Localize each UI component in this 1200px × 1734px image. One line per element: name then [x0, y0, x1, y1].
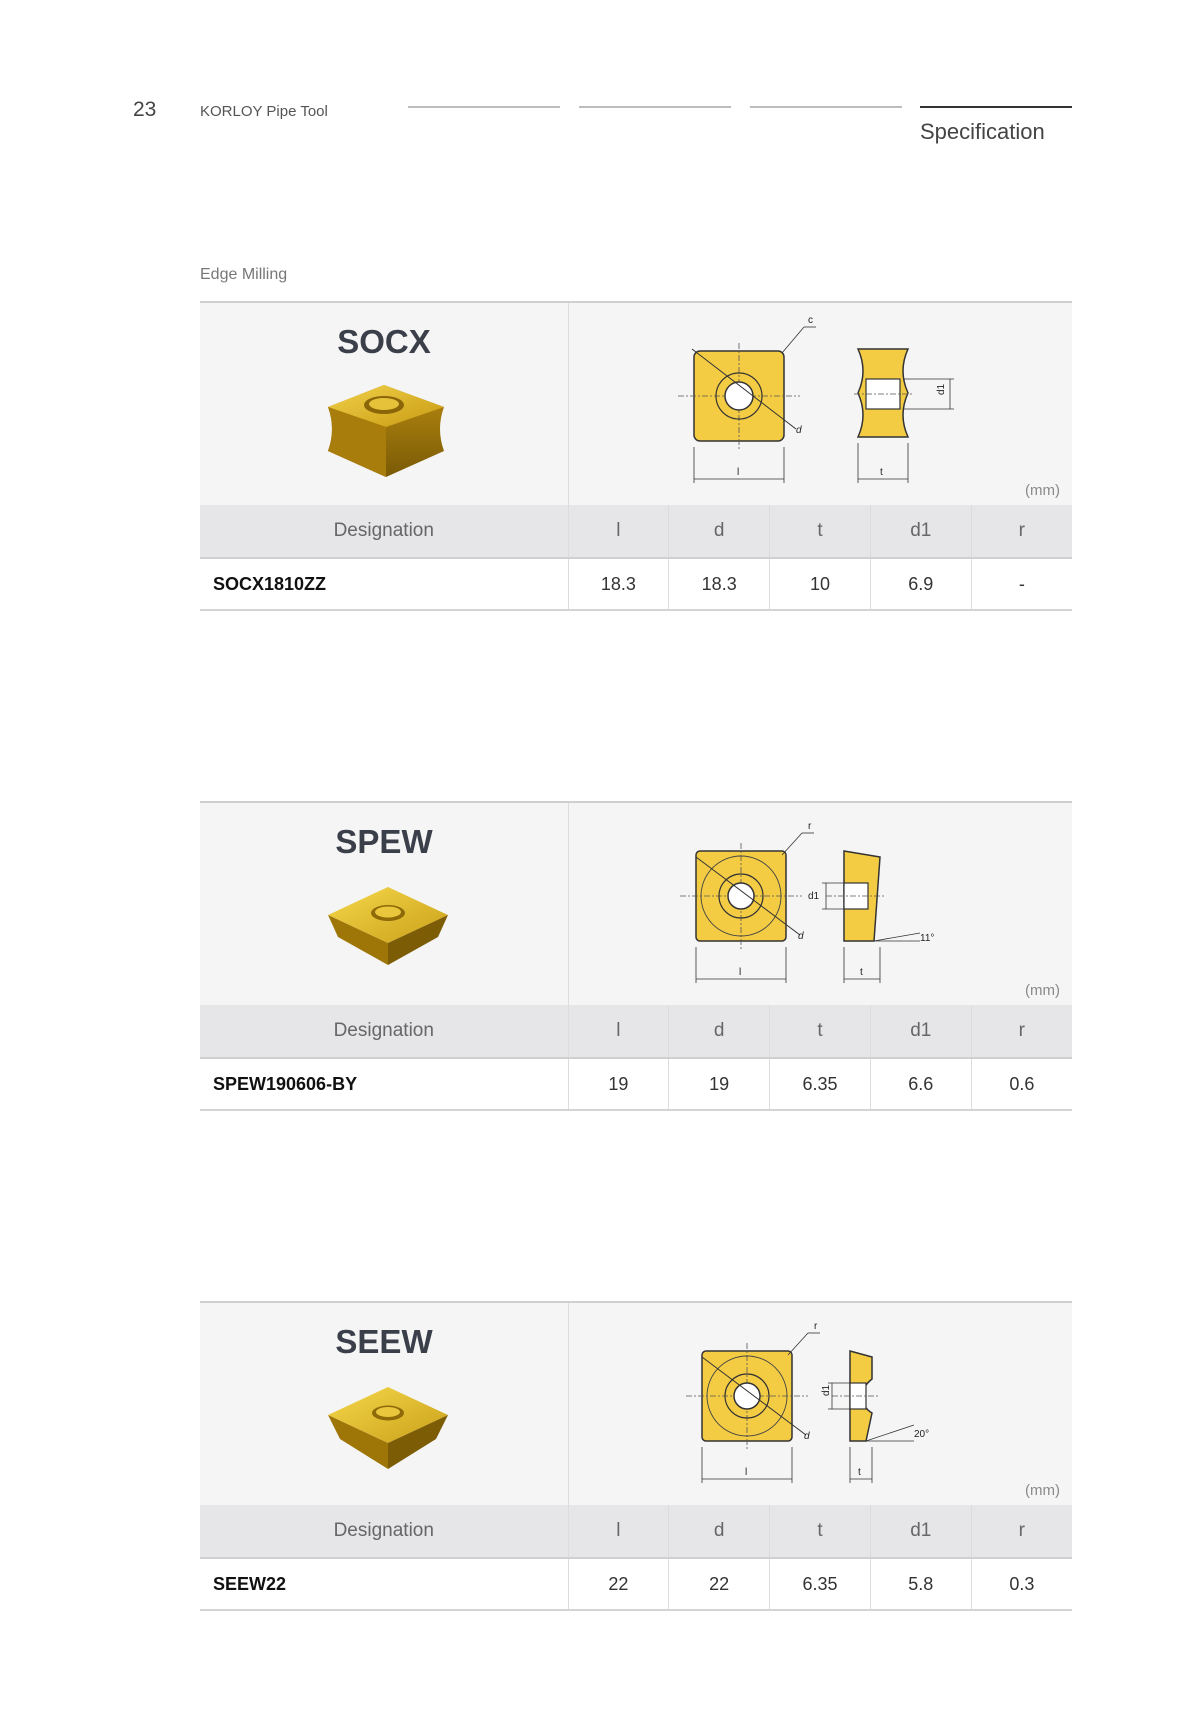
insert-photo: [324, 1377, 448, 1481]
product-image-panel: [200, 1303, 569, 1505]
category-label: Edge Milling: [200, 266, 288, 283]
table-row: [200, 1558, 1072, 1610]
product-header: [200, 801, 1072, 1005]
label-d1: d1: [808, 891, 820, 902]
column-header: Designation: [200, 1005, 568, 1058]
cell-l: 19: [568, 1058, 669, 1110]
label-l: l: [745, 1467, 748, 1478]
label-d: d: [796, 425, 802, 436]
label-l: l: [737, 467, 740, 478]
cell-d: 18.3: [669, 558, 770, 610]
column-header: l: [568, 505, 669, 558]
column-header: r: [971, 1005, 1072, 1058]
technical-drawing: [568, 303, 1072, 505]
cell-r: 0.6: [971, 1058, 1072, 1110]
unit-label: (mm): [1025, 482, 1060, 499]
column-header: d1: [870, 1505, 971, 1558]
table-header-row: [200, 1505, 1072, 1558]
cell-t: 6.35: [770, 1058, 871, 1110]
designation-cell: SEEW22: [200, 1558, 568, 1610]
product-header: [200, 301, 1072, 505]
label-corner: r: [814, 1321, 818, 1332]
cell-l: 22: [568, 1558, 669, 1610]
column-header: t: [770, 1505, 871, 1558]
spec-table: [200, 505, 1072, 611]
label-d: d: [798, 931, 804, 942]
cell-t: 6.35: [770, 1558, 871, 1610]
unit-label: (mm): [1025, 982, 1060, 999]
column-header: d: [669, 1505, 770, 1558]
nav-tab-line-2: [579, 106, 731, 108]
product-name: SPEW: [335, 823, 433, 860]
cell-d1: 5.8: [870, 1558, 971, 1610]
label-angle: 20°: [914, 1429, 930, 1440]
cell-r: -: [971, 558, 1072, 610]
technical-drawing: [568, 1303, 1072, 1505]
technical-drawing: [568, 803, 1072, 1005]
label-d: d: [804, 1431, 810, 1442]
cell-d: 19: [669, 1058, 770, 1110]
column-header: r: [971, 1505, 1072, 1558]
column-header: d1: [870, 505, 971, 558]
label-angle: 11°: [920, 933, 935, 944]
table-row: [200, 558, 1072, 610]
spec-table: [200, 1005, 1072, 1111]
product-image-panel: [200, 303, 569, 505]
product-name: SOCX: [337, 323, 431, 360]
designation-cell: SPEW190606-BY: [200, 1058, 568, 1110]
insert-photo: [324, 877, 448, 981]
table-header-row: [200, 505, 1072, 558]
designation-cell: SOCX1810ZZ: [200, 558, 568, 610]
label-corner: r: [808, 821, 812, 832]
nav-tab-line-active: [920, 106, 1072, 108]
column-header: r: [971, 505, 1072, 558]
column-header: Designation: [200, 505, 568, 558]
section-title: Specification: [920, 119, 1045, 144]
column-header: Designation: [200, 1505, 568, 1558]
nav-tab-line-1: [408, 106, 560, 108]
cell-d1: 6.6: [870, 1058, 971, 1110]
label-t: t: [858, 1467, 861, 1478]
cell-l: 18.3: [568, 558, 669, 610]
label-corner: c: [808, 315, 813, 326]
cell-t: 10: [770, 558, 871, 610]
product-spew: [200, 801, 1072, 1111]
cell-r: 0.3: [971, 1558, 1072, 1610]
page-number: 23: [133, 98, 157, 121]
column-header: l: [568, 1505, 669, 1558]
product-seew: [200, 1301, 1072, 1611]
unit-label: (mm): [1025, 1482, 1060, 1499]
brand-name: KORLOY Pipe Tool: [200, 103, 328, 120]
label-d1: d1: [936, 383, 947, 395]
product-socx: [200, 301, 1072, 611]
spec-table: [200, 1505, 1072, 1611]
table-header-row: [200, 1005, 1072, 1058]
product-header: [200, 1301, 1072, 1505]
insert-photo: [324, 377, 448, 481]
label-l: l: [739, 967, 742, 978]
table-row: [200, 1058, 1072, 1110]
column-header: d: [669, 1005, 770, 1058]
label-t: t: [880, 467, 883, 478]
label-t: t: [860, 967, 863, 978]
column-header: t: [770, 505, 871, 558]
product-name: SEEW: [335, 1323, 433, 1360]
cell-d1: 6.9: [870, 558, 971, 610]
nav-tab-line-3: [750, 106, 902, 108]
column-header: t: [770, 1005, 871, 1058]
label-d1: d1: [821, 1384, 832, 1396]
column-header: d1: [870, 1005, 971, 1058]
column-header: d: [669, 505, 770, 558]
cell-d: 22: [669, 1558, 770, 1610]
column-header: l: [568, 1005, 669, 1058]
product-image-panel: [200, 803, 569, 1005]
